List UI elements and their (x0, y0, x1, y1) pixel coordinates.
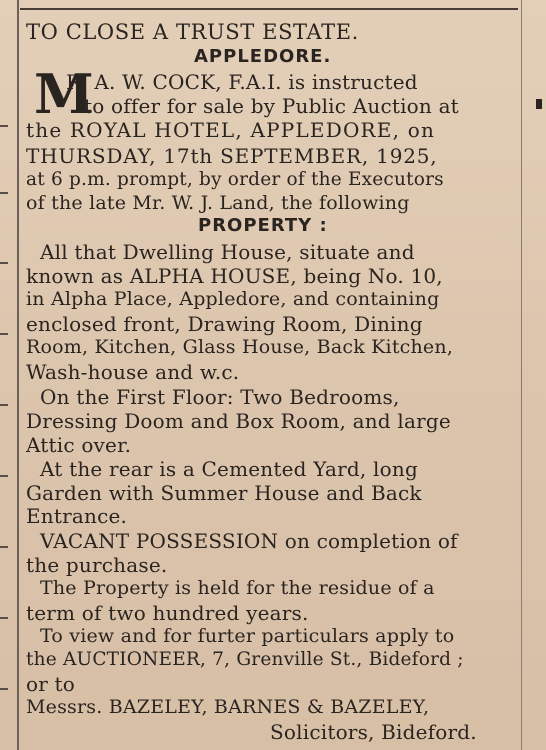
body-line-19: or to (26, 672, 76, 696)
body-line-7: On the First Floor: Two Bedrooms, (40, 385, 400, 409)
intro-line-4: THURSDAY, 17th SEPTEMBER, 1925, (26, 144, 438, 168)
notice-headline: TO CLOSE A TRUST ESTATE. (26, 20, 359, 44)
body-line-15: The Property is held for the residue of a (40, 577, 435, 599)
body-line-8: Dressing Doom and Box Room, and large (26, 409, 451, 433)
body-line-13: VACANT POSSESSION on completion of (40, 529, 458, 553)
body-line-14: the purchase. (26, 553, 168, 577)
intro-line-5: at 6 p.m. prompt, by order of the Executors (26, 169, 444, 190)
top-rule (20, 8, 518, 10)
body-line-17: To view and for furter particulars apply to (40, 625, 455, 647)
body-line-18: the AUCTIONEER, 7, Grenville St., Bideford ; (26, 649, 464, 670)
body-line-20: Messrs. BAZELEY, BARNES & BAZELEY, (26, 696, 430, 718)
body-line-21: Solicitors, Bideford. (270, 720, 477, 744)
body-line-6: Wash-house and w.c. (26, 360, 240, 384)
body-line-5: Room, Kitchen, Glass House, Back Kitchen, (26, 336, 454, 358)
section-heading: PROPERTY : (198, 215, 328, 236)
body-line-10: At the rear is a Cemented Yard, long (40, 457, 418, 481)
margin-mark (536, 99, 542, 109)
body-line-11: Garden with Summer House and Back (26, 481, 422, 505)
intro-line-3: the ROYAL HOTEL, APPLEDORE, on (26, 118, 436, 142)
intro-line-6: of the late Mr. W. J. Land, the following (26, 192, 410, 214)
body-line-16: term of two hundred years. (26, 601, 309, 625)
body-line-12: Entrance. (26, 504, 128, 528)
body-line-9: Attic over. (26, 433, 132, 457)
body-line-1: All that Dwelling House, situate and (40, 240, 415, 264)
body-line-2: known as ALPHA HOUSE, being No. 10, (26, 264, 443, 288)
drop-cap: M (34, 62, 94, 126)
intro-line-1: R. A. W. COCK, F.A.I. is instructed (66, 70, 418, 94)
column-rule-left (17, 0, 19, 750)
column-rule-right (521, 0, 522, 750)
notice-place: APPLEDORE. (194, 46, 332, 67)
intro-line-2: to offer for sale by Public Auction at (84, 94, 459, 118)
body-line-3: in Alpha Place, Appledore, and containing (26, 288, 440, 310)
body-line-4: enclosed front, Drawing Room, Dining (26, 312, 423, 336)
